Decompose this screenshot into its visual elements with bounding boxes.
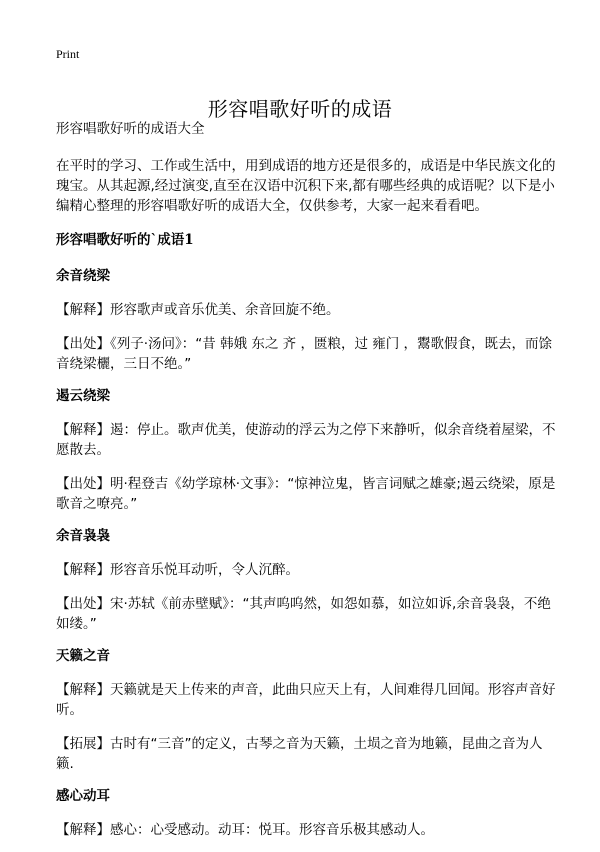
idiom-block <box>56 646 556 774</box>
idiom-entry: 【解释】遏：停止。歌声优美，使游动的浮云为之停下来静听，似余音绕着屋梁，不愿散去。 <box>56 422 556 458</box>
idiom-entry: 【出处】宋·苏轼《前赤壁赋》：“其声呜呜然，如怨如慕，如泣如诉,余音袅袅，不绝如缕。” <box>56 596 551 632</box>
page-title: 形容唱歌好听的成语 <box>207 97 393 122</box>
idiom-entry: 【出处】明·程登吉《幼学琼林·文事》：“惊神泣鬼，皆言词赋之雄豪;遏云绕梁，原是歌音之嘹亮。” <box>56 476 556 512</box>
idiom-title: 天籁之音 <box>56 648 110 664</box>
intro-paragraph: 在平时的学习、工作或生活中，用到成语的地方还是很多的，成语是中华民族文化的瑰宝。从其起源,经过演变,直至在汉语中沉积下来,都有哪些经典的成语呢？以下是小编精心整理的形容唱歌好听的成语大全，仅供参考，大家一起来看看吧。 <box>56 158 556 214</box>
idiom-block <box>56 786 556 840</box>
idiom-block <box>56 526 556 634</box>
idiom-entry: 【解释】形容歌声或音乐优美、余音回旋不绝。 <box>56 302 340 318</box>
article-body <box>56 119 556 852</box>
article-subtitle: 形容唱歌好听的成语大全 <box>56 121 205 137</box>
print-link[interactable]: Print <box>56 47 80 61</box>
idiom-list <box>56 266 556 840</box>
idiom-title: 余音袅袅 <box>56 528 110 544</box>
idiom-title: 遏云绕梁 <box>56 388 110 404</box>
idiom-entry: 【解释】天籁就是天上传来的声音，此曲只应天上有，人间难得几回闻。形容声音好听。 <box>56 682 556 718</box>
section-heading: 形容唱歌好听的`成语1 <box>56 232 194 248</box>
idiom-entry: 【解释】感心：心受感动。动耳：悦耳。形容音乐极其感动人。 <box>56 822 434 838</box>
idiom-title: 感心动耳 <box>56 788 110 804</box>
idiom-entry: 【拓展】古时有“三音”的定义，古琴之音为天籁，土埙之音为地籁，昆曲之音为人籁. <box>56 736 543 772</box>
idiom-entry: 【解释】形容音乐悦耳动听，令人沉醉。 <box>56 562 299 578</box>
idiom-title: 余音绕梁 <box>56 268 110 284</box>
idiom-entry: 【出处】《列子·汤问》：“昔 韩娥 东之 齐 ，匮粮，过 雍门 ，鬻歌假食，既去，而馀音绕梁欐，三日不绝。” <box>56 336 553 372</box>
idiom-block <box>56 386 556 514</box>
idiom-block <box>56 266 556 374</box>
